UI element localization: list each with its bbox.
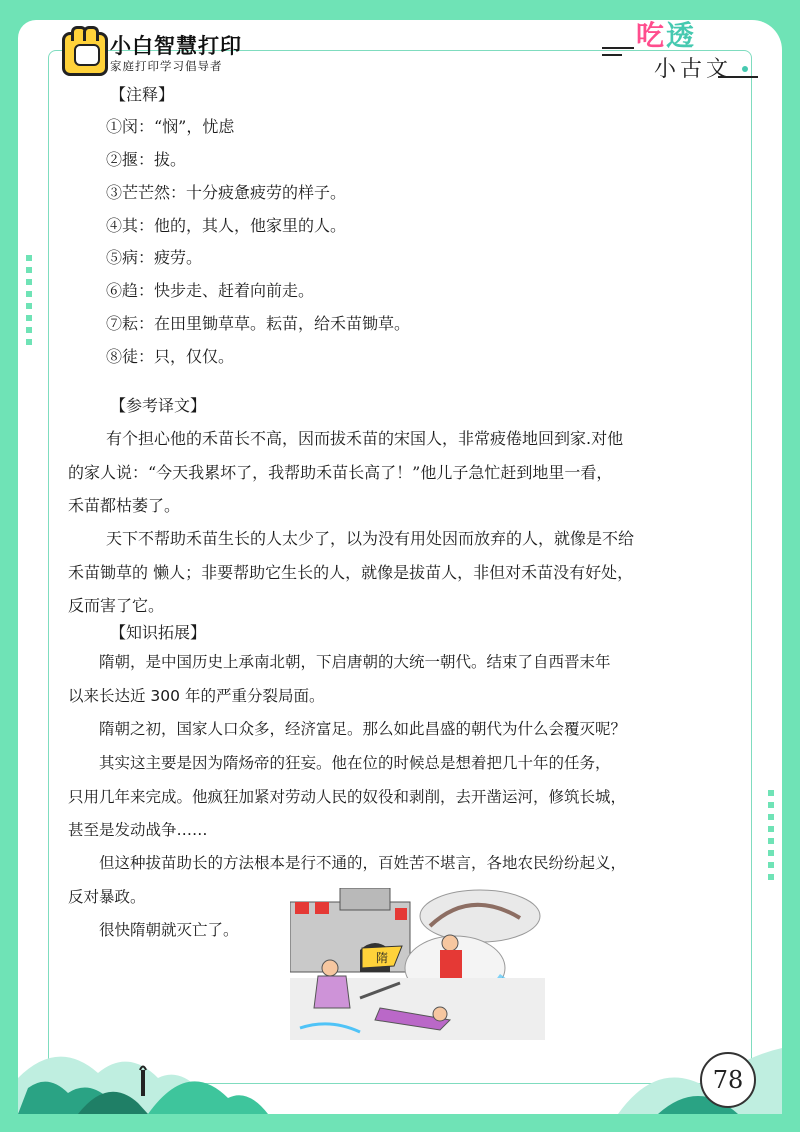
knowledge-heading: 【知识拓展】	[110, 623, 207, 642]
translation-line: 反而害了它。	[68, 596, 165, 615]
translation-heading: 【参考译文】	[110, 396, 207, 415]
translation-line: 的家人说：“今天我累坏了，我帮助禾苗长高了！”他儿子急忙赶到地里一看，	[68, 463, 613, 482]
note-item: ⑤病：疲劳。	[106, 248, 203, 267]
note-item: ④其：他的，其人，他家里的人。	[106, 216, 347, 235]
knowledge-line: 隋朝之初，国家人口众多，经济富足。那么如此昌盛的朝代为什么会覆灭呢？	[99, 720, 627, 738]
series-subtitle: 小古文	[654, 57, 733, 82]
translation-line: 有个担心他的禾苗长不高，因而拔禾苗的宋国人，非常疲倦地回到家.对他	[106, 429, 624, 448]
page-number: 78	[700, 1052, 756, 1108]
footer-mountains	[18, 1018, 782, 1114]
notes-heading: 【注释】	[110, 85, 175, 104]
edge-decoration-left	[26, 255, 32, 345]
knowledge-line: 很快隋朝就灭亡了。	[99, 921, 239, 939]
translation-line: 天下不帮助禾苗生长的人太少了，以为没有用处因而放弃的人，就像是不给	[106, 529, 635, 548]
note-item: ①闵：“悯”，忧虑	[106, 117, 235, 136]
note-item: ⑦耘：在田里锄草草。耘苗，给禾苗锄草。	[106, 314, 411, 333]
knowledge-line: 只用几年来完成。他疯狂加紧对劳动人民的奴役和剥削，去开凿运河，修筑长城，	[68, 788, 627, 806]
knowledge-line: 但这种拔苗助长的方法根本是行不通的，百姓苦不堪言，各地农民纷纷起义，	[99, 854, 627, 872]
series-title-top	[636, 14, 696, 54]
knowledge-line: 以来长达近 300 年的严重分裂局面。	[68, 687, 325, 705]
flag-text: 隋	[376, 951, 389, 965]
note-item: ③芒芒然：十分疲惫疲劳的样子。	[106, 183, 347, 202]
logo-title: 小白智慧打印	[110, 34, 242, 58]
knowledge-line: 隋朝，是中国历史上承南北朝，下启唐朝的大统一朝代。结束了自西晋末年	[99, 653, 611, 671]
knowledge-line: 甚至是发动战争……	[68, 821, 208, 839]
translation-line: 禾苗锄草的 懒人；非要帮助它生长的人，就像是拔苗人，非但对禾苗没有好处，	[68, 563, 634, 582]
series-char-1: 吃	[636, 19, 667, 52]
knowledge-line: 反对暴政。	[68, 888, 146, 906]
translation-line: 禾苗都枯萎了。	[68, 496, 181, 515]
series-title	[600, 14, 760, 84]
series-char-2: 透	[666, 19, 697, 52]
brand-logo	[62, 28, 242, 82]
edge-decoration-right	[768, 790, 774, 880]
note-item: ⑧徒：只，仅仅。	[106, 347, 235, 366]
note-item: ⑥趋：快步走、赶着向前走。	[106, 281, 315, 300]
logo-subtitle: 家庭打印学习倡导者	[110, 59, 223, 73]
rabbit-printer-icon	[62, 32, 108, 76]
note-item: ②揠：拔。	[106, 150, 187, 169]
knowledge-line: 其实这主要是因为隋炀帝的狂妄。他在位的时候总是想着把几十年的任务，	[99, 754, 611, 772]
